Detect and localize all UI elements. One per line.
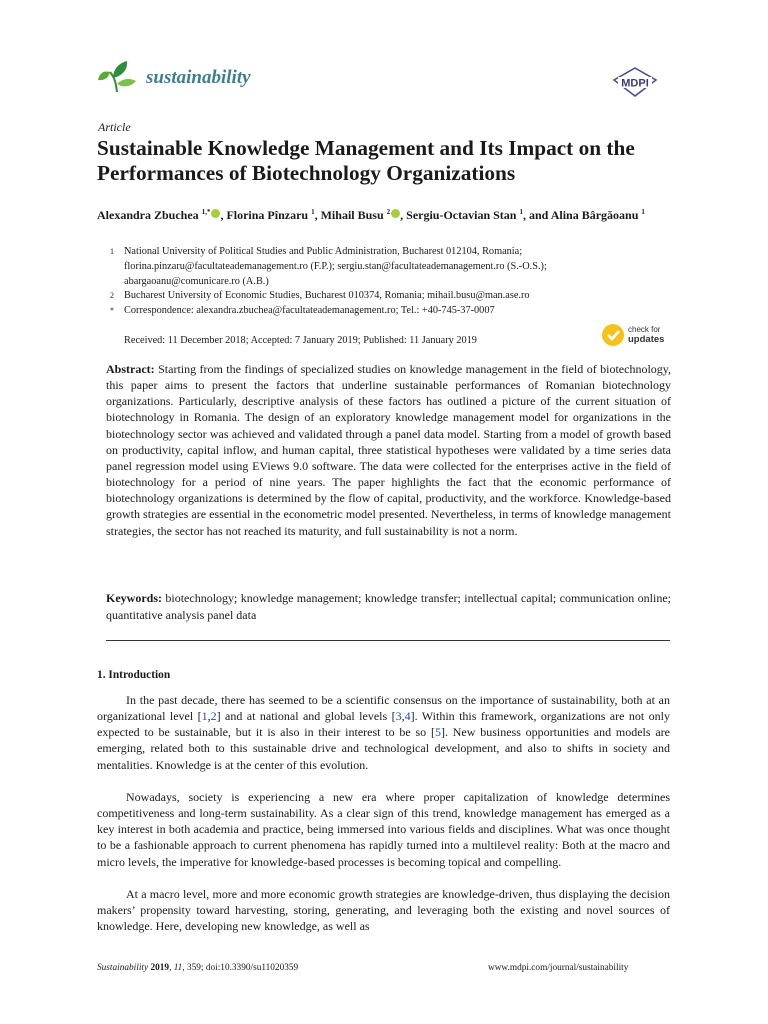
journal-name: sustainability (146, 67, 251, 88)
correspondence-text: Correspondence: alexandra.zbuchea@facultateademanagement.ro; Tel.: +40-745-37-0007 (124, 305, 495, 316)
keywords-label: Keywords: (106, 591, 162, 605)
mdpi-logo (612, 67, 658, 97)
keywords (106, 590, 671, 623)
section-divider (106, 640, 670, 641)
affiliation-marker: * (110, 306, 114, 315)
author-affiliation-sup: 1 (311, 208, 315, 216)
author-conjunction: and (528, 208, 549, 222)
citation-link[interactable]: 1 (201, 709, 208, 724)
citation-link[interactable]: 5 (434, 725, 441, 740)
orcid-icon[interactable] (391, 209, 400, 218)
check-for-updates-line2: updates (628, 334, 665, 345)
author-affiliation-sup: 1 (519, 208, 523, 216)
section-heading: 1. Introduction (97, 669, 171, 681)
intro-paragraph-1 (97, 692, 670, 773)
footer-citation: Sustainability 2019, 11, 359; doi:10.3390/su11020359 (97, 963, 299, 973)
paragraph-text: In the past decade, there has seemed to be a scientific consensus on the importance of sustainability, both at an organizational level [ (97, 693, 670, 724)
abstract (106, 361, 671, 539)
author (406, 208, 523, 222)
publication-dates: Received: 11 December 2018; Accepted: 7 January 2019; Published: 11 January 2019 (124, 335, 477, 346)
affiliation-text: National University of Political Studies and Public Administration, Bucharest 012104, Romania; florina.pinzaru@facultateademanagement.ro (F.P.); sergiu.stan@facultateademanagement.ro (S.-O.S.); abargaoanu@comunicare.ro (A.B.) (124, 246, 547, 287)
paragraph-text: ]. Within this framework, organizations are not only expected to be sustainable, but it is also in their interest to be so [ (97, 709, 670, 740)
correspondence (110, 303, 664, 318)
author-name: Mihail Busu (320, 208, 384, 222)
author (97, 208, 220, 222)
author-name: Florina Pînzaru (226, 208, 309, 222)
check-for-updates-icon (602, 324, 624, 346)
check-for-updates-badge[interactable] (602, 322, 672, 350)
affiliation-marker: 1 (110, 247, 114, 256)
author (321, 208, 401, 222)
affiliation-marker: 2 (110, 291, 114, 300)
intro-paragraph-2: Nowadays, society is experiencing a new era where proper capitalization of knowledge determines competitiveness and long-term sustainability. As a clear sign of this trend, knowledge management has emerged as a key interest in both academia and practice, being immersed into various fields and disciplines. What was once thought to be a fashionable approach to current phenomena has rapidly turned into a multilevel reality: Both at the macro and micro levels, the imperative for knowledge-based processes is becoming topical and compelling. (97, 790, 670, 869)
author-name: Alexandra Zbuchea (97, 208, 199, 222)
paragraph-text: ] and at national and global levels [ (216, 709, 396, 724)
citation-link[interactable]: 4 (404, 709, 411, 724)
author (551, 208, 645, 222)
footer-journal: Sustainability (97, 963, 149, 973)
sustainability-leaf-logo (97, 60, 137, 94)
paper-title: Sustainable Knowledge Management and Its Impact on the Performances of Biotechnology Organizations (97, 136, 635, 185)
affiliation-1 (110, 244, 664, 289)
citation-link[interactable]: 3 (395, 709, 402, 724)
keywords-text: biotechnology; knowledge management; knowledge transfer; intellectual capital; communication online; quantitative analysis panel data (106, 591, 671, 622)
footer-year: 2019 (150, 963, 170, 973)
paragraph-text: , (207, 709, 211, 724)
check-for-updates-line1: check for (628, 325, 661, 334)
author-affiliation-sup: 1 (641, 208, 645, 216)
affiliation-text: Bucharest University of Economic Studies, Bucharest 010374, Romania; mihail.busu@man.ase.ro (124, 290, 530, 301)
article-type: Article (98, 120, 131, 134)
footer-doi: , 359; doi:10.3390/su11020359 (182, 963, 299, 973)
author-list: Alexandra Zbuchea $^{1,*}$ , Florina Pînzaru $^1$, Mihail Busu $^2$ , Sergiu-Octavian Stan $^1$, and Alina Bârgăoanu $^1$ (97, 208, 645, 222)
paragraph-text: , (401, 709, 405, 724)
author-affiliation-sup: 2 (386, 208, 391, 216)
orcid-icon[interactable] (211, 209, 220, 218)
author-name: Alina Bârgăoanu (550, 208, 639, 222)
paragraph-text: ]. New business opportunities and models are emerging, related both to this sustainable drive and technological development, and also to shifts in society and mentalities. Knowledge is at the center of this evolution. (97, 725, 670, 772)
author (226, 208, 314, 222)
footer-journal-url[interactable]: www.mdpi.com/journal/sustainability (488, 963, 629, 973)
citation-link[interactable]: 2 (210, 709, 217, 724)
affiliation-2 (110, 288, 664, 303)
mdpi-logo-text: MDPI (621, 77, 649, 90)
abstract-text: Starting from the findings of specialized studies on knowledge management in the field of biotechnology, this paper aims to present the factors that underline sustainable performances of Romanian biotechnology organizations. Particularly, descriptive analysis of these factors has outlined a picture of the current situation of biotechnology in Romania. The design of an exploratory knowledge management model for organizations in the biotechnology sector was achieved and validated through a panel data model. Starting from a model of growth based on productivity, capital inflow, and human capital, three statistical hypotheses were validated by a time series data panel regression model using EViews 9.0 software. The data were collected for the enterprises active in the field of biotechnology for a period of nine years. The paper highlights the fact that the economic performance of biotechnology organizations is determined by the flow of capital, productivity, and the workforce. Knowledge-based growth strategies are essential in the econometric model presented. Nevertheless, in terms of knowledge management strategies, the sector has not reached its maturity, and full sustainability is not a norm. (106, 362, 672, 538)
intro-paragraph-3: At a macro level, more and more economic growth strategies are knowledge-driven, thus displaying the decision makers’ propensity toward harvesting, storing, generating, and leveraging both the existing and novel sources of knowledge. Here, developing new knowledge, as well as (97, 887, 670, 934)
author-name: Sergiu-Octavian Stan (406, 208, 517, 222)
author-affiliation-sup: 1,* (201, 208, 211, 216)
abstract-label: Abstract: (106, 362, 155, 376)
footer-volume: 11 (173, 963, 183, 973)
